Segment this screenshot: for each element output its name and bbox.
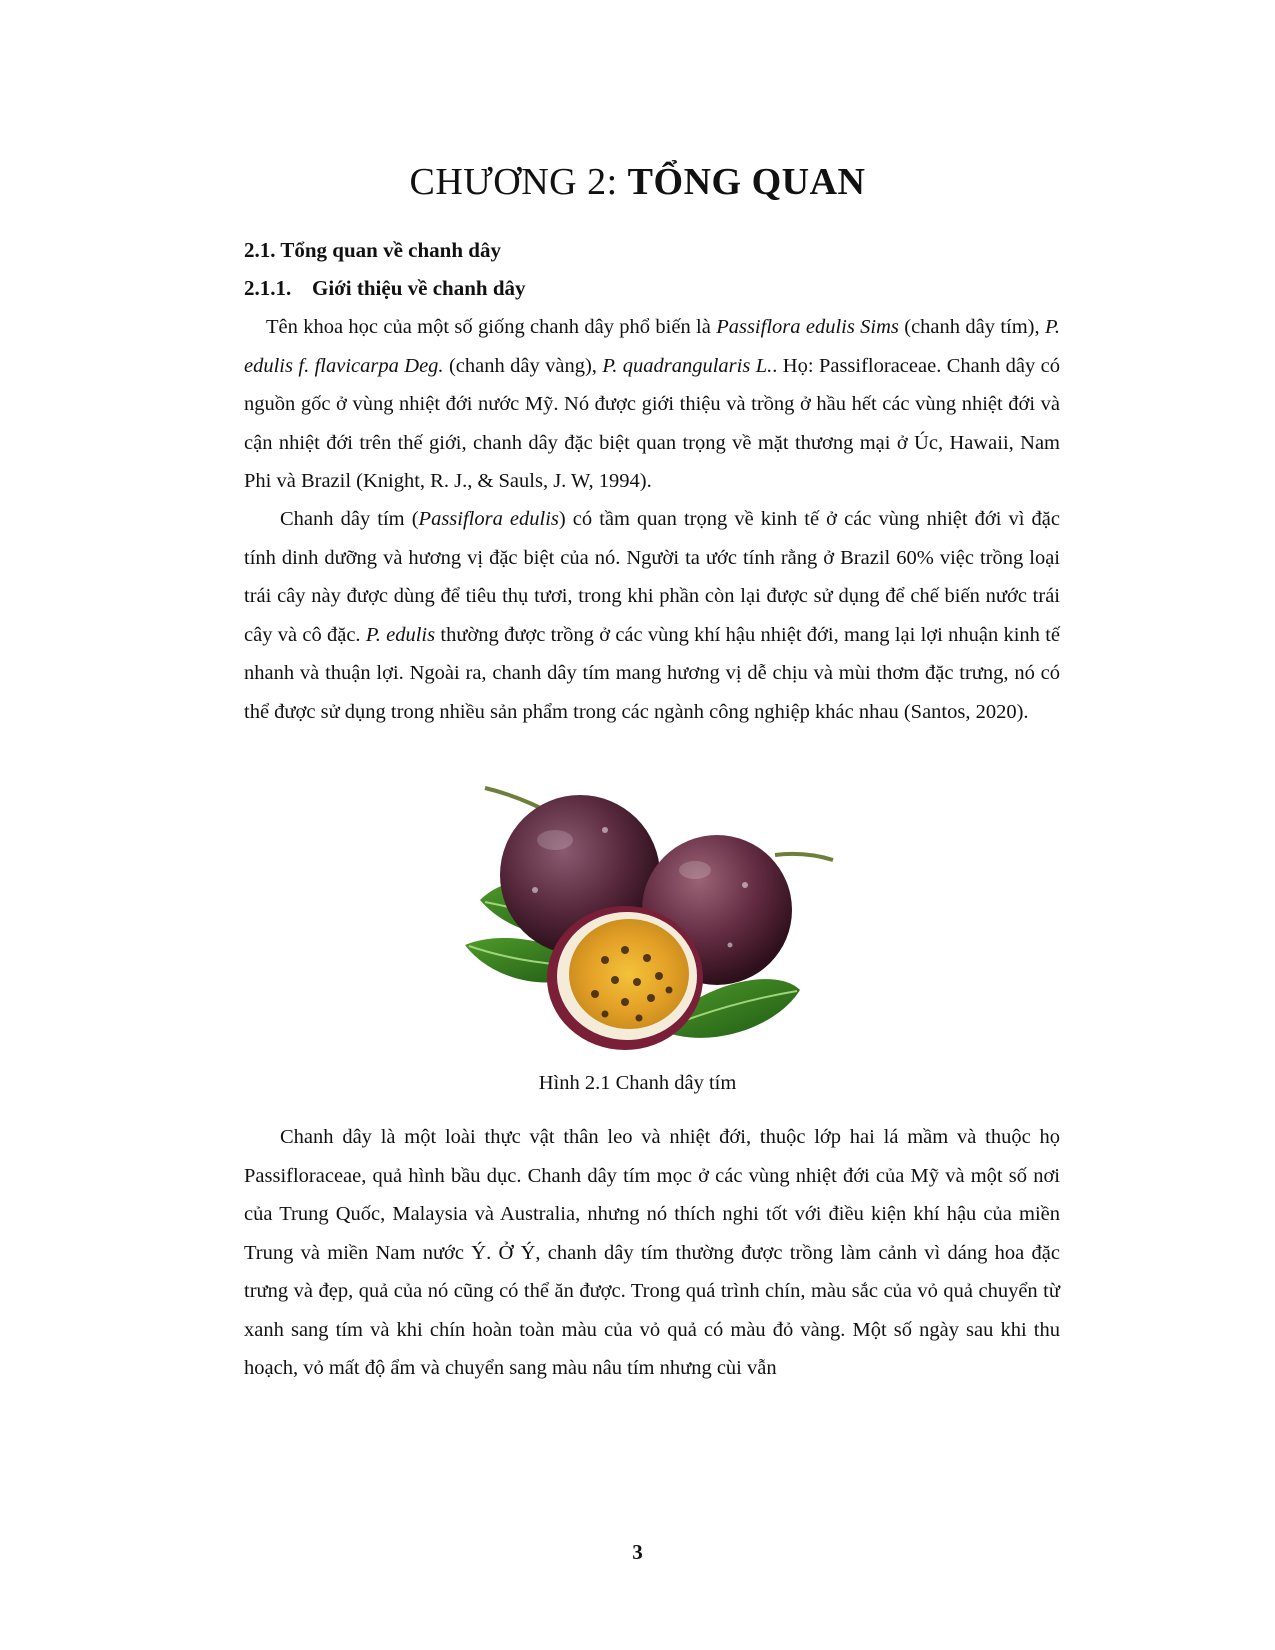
- species-name: P. edulis f. flavicarpa Deg.: [244, 316, 1060, 377]
- figure-caption: Hình 2.1 Chanh dây tím: [538, 1072, 737, 1094]
- section-heading: 2.1. Tổng quan về chanh dây: [244, 238, 501, 262]
- text-run: Chanh dây là một loài thực vật thân leo và nhiệt đới, thuộc lớp hai lá mầm và thuộc họ Passifloraceae, quả hình bầu dục. Chanh dây tím mọc ở các vùng nhiệt đới của Mỹ và một số nơi của Trung Quốc, Malaysia và Australia, nhưng nó thích nghi tốt với điều kiện khí hậu của miền Trung và miền Nam nước Ý. Ở Ý, chanh dây tím thường được trồng làm cảnh vì dáng hoa đặc trưng và đẹp, quả của nó cũng có thể ăn được. Trong quá trình chín, màu sắc của vỏ quả chuyển từ xanh sang tím và khi chín hoàn toàn màu của vỏ quả có màu đỏ vàng. Một số ngày sau khi thu hoạch, vỏ mất độ ẩm và chuyển sang màu nâu tím nhưng cùi vẫn: [244, 1126, 1060, 1379]
- subsection-title: Giới thiệu về chanh dây: [312, 276, 526, 300]
- paragraph-description: [244, 1118, 1060, 1388]
- subsection-number: 2.1.1.: [244, 276, 292, 300]
- paragraph-purple-passionfruit: [244, 500, 1060, 731]
- species-name: P. quadrangularis L.: [602, 354, 773, 377]
- text-run: ) có tầm quan trọng về kinh tế ở các vùng nhiệt đới vì đặc tính dinh dưỡng và hương vị đặc biệt của nó. Người ta ước tính rằng ở Brazil 60% việc trồng loại trái cây này được dùng để tiêu thụ tươi, trong khi phần còn lại được sử dụng để chế biến nước trái cây và cô đặc.: [244, 508, 1060, 646]
- text-run: (chanh dây tím),: [898, 316, 1045, 338]
- chapter-title: [0, 160, 1275, 204]
- page-number: 3: [632, 1540, 643, 1564]
- chapter-prefix: CHƯƠNG 2:: [409, 161, 628, 203]
- text-run: thường được trồng ở các vùng khí hậu nhiệt đới, mang lại lợi nhuận kinh tế nhanh và thuận lợi. Ngoài ra, chanh dây tím mang hương vị dễ chịu và mùi thơm đặc trưng, nó có thể được sử dụng trong nhiều sản phẩm trong các ngành công nghiệp khác nhau (Santos, 2020).: [244, 623, 1060, 723]
- species-name: Passiflora edulis: [418, 508, 559, 530]
- text-run: (chanh dây vàng),: [443, 354, 603, 377]
- species-name: P. edulis: [365, 623, 436, 646]
- species-name: Passiflora edulis Sims: [716, 316, 899, 338]
- text-run: Chanh dây tím (: [280, 508, 419, 530]
- chapter-name: TỔNG QUAN: [627, 161, 866, 203]
- subsection-heading: [244, 276, 526, 301]
- passion-fruit-image: [455, 770, 835, 1070]
- text-run: Tên khoa học của một số giống chanh dây phổ biến là: [266, 316, 717, 338]
- paragraph-intro: [244, 308, 1060, 501]
- text-run: . Họ: Passifloraceae. Chanh dây có nguồn gốc ở vùng nhiệt đới nước Mỹ. Nó được giới thiệu và trồng ở hầu hết các vùng nhiệt đới và cận nhiệt đới trên thế giới, chanh dây đặc biệt quan trọng về mặt thương mại ở Úc, Hawaii, Nam Phi và Brazil (Knight, R. J., & Sauls, J. W, 1994).: [244, 354, 1060, 492]
